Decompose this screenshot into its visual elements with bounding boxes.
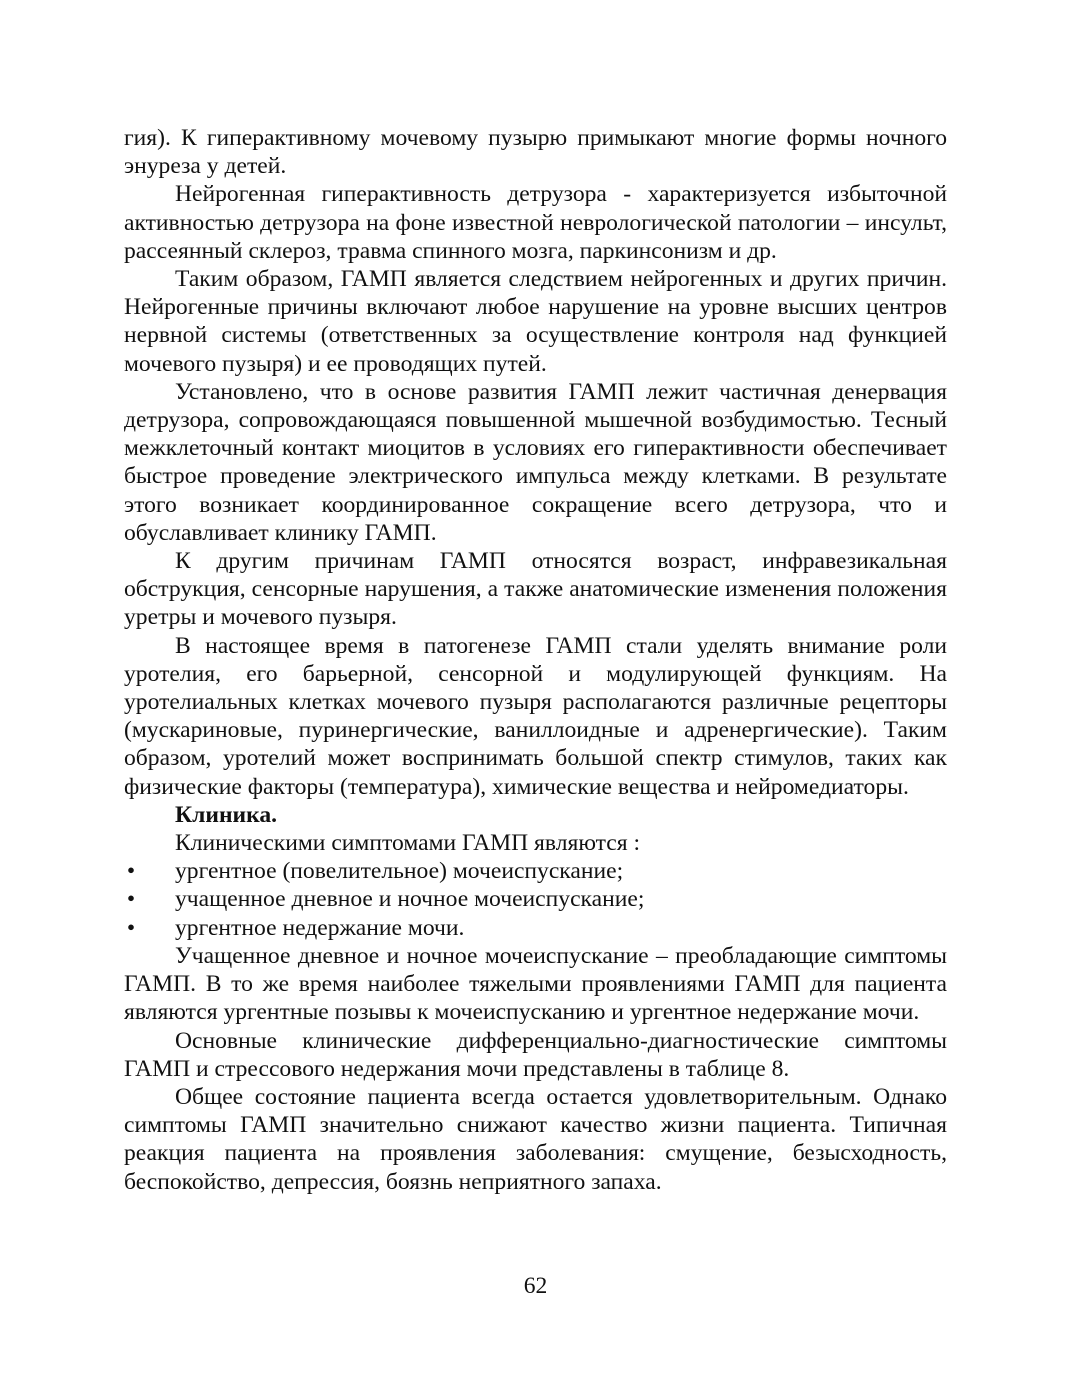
page-number: 62 — [523, 1273, 548, 1299]
paragraph: Общее состояние пациента всегда остается удовлетворительным. Однако симптомы ГАМП значительно снижают качество жизни пациента. Типичная реакция пациента на проявления заболевания: смущение, безысходность, беспокойство, депрессия, боязнь неприятного запаха. — [124, 1083, 947, 1195]
bullet-icon: • — [126, 914, 136, 941]
symptoms-intro: Клиническими симптомами ГАМП являются : — [175, 830, 641, 857]
list-item — [124, 885, 947, 913]
page-body — [124, 124, 947, 1196]
paragraph: Учащенное дневное и ночное мочеиспускание – преобладающие симптомы ГАМП. В то же время наиболее тяжелыми проявлениями ГАМП для пациента являются ургентные позывы к мочеиспусканию и ургентное недержание мочи. — [124, 942, 947, 1026]
list-item-text: ургентное (повелительное) мочеиспускание; — [175, 858, 624, 885]
list-item — [124, 857, 947, 885]
paragraph: Основные клинические дифференциально-диагностические симптомы ГАМП и стрессового недержания мочи представлены в таблице 8. — [124, 1027, 947, 1082]
paragraph: К другим причинам ГАМП относятся возраст, инфравезикальная обструкция, сенсорные нарушения, а также анатомические изменения положения уретры и мочевого пузыря. — [124, 548, 947, 631]
paragraph: Таким образом, ГАМП является следствием нейрогенных и других причин. Нейрогенные причины включают любое нарушение на уровне высших центров нервной системы (ответственных за осуществление контроля над функцией мочевого пузыря) и ее проводящих путей. — [124, 266, 947, 377]
list-item-text: ургентное недержание мочи. — [175, 914, 465, 941]
list-item-text: учащенное дневное и ночное мочеиспускание; — [175, 886, 645, 913]
section-heading: Клиника. — [175, 801, 278, 828]
list-item — [124, 914, 947, 942]
paragraph: Установлено, что в основе развития ГАМП лежит частичная денервация детрузора, сопровождающаяся повышенной мышечной возбудимостью. Тесный межклеточный контакт миоцитов в условиях его гиперактивности обеспечивает быстрое проведение электрического импульса между клетками. В результате этого возникает координированное сокращение всего детрузора, что и обуславливает клинику ГАМП. — [124, 378, 947, 546]
paragraph: Нейрогенная гиперактивность детрузора - характеризуется избыточной активностью детрузора на фоне известной неврологической патологии – инсульт, рассеянный склероз, травма спинного мозга, паркинсонизм и др. — [124, 181, 947, 264]
symptom-list — [124, 857, 947, 942]
bullet-icon: • — [126, 886, 136, 913]
paragraph: В настоящее время в патогенезе ГАМП стали уделять внимание роли уротелия, его барьерной, сенсорной и модулирующей функциям. На уротелиальных клетках мочевого пузыря располагаются различные рецепторы (мускариновые, пуринергические, ваниллоидные и адренергические). Таким образом, уротелий может воспринимать большой спектр стимулов, таких как физические факторы (температура), химические вещества и нейромедиаторы. — [124, 632, 947, 800]
bullet-icon: • — [126, 858, 136, 885]
paragraph: гия). К гиперактивному мочевому пузырю примыкают многие формы ночного энуреза у детей. — [124, 125, 947, 180]
